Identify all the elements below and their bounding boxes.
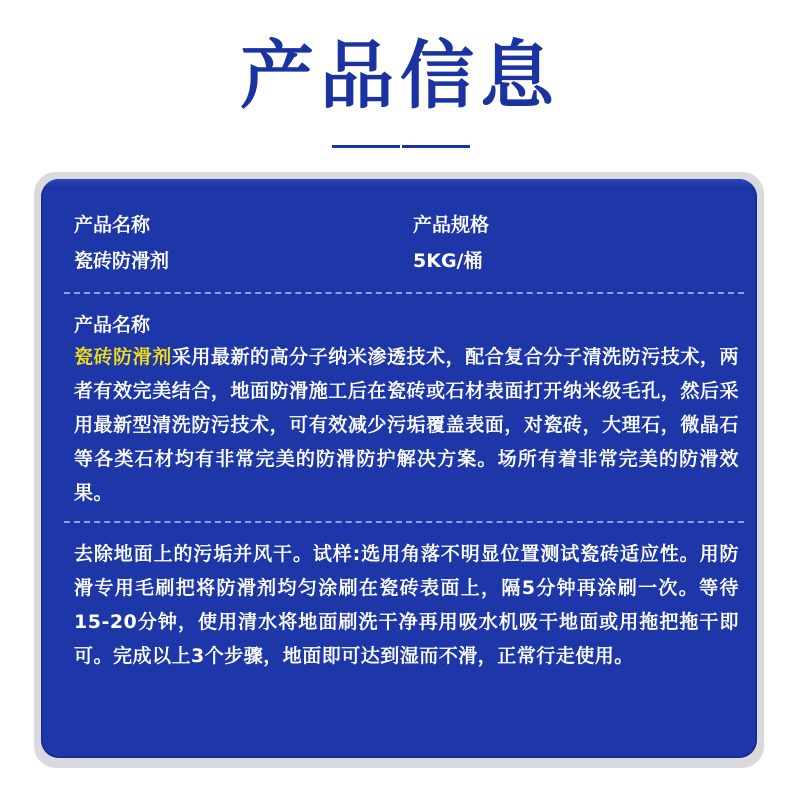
- title-underline-right: [402, 145, 470, 148]
- title-underline-left: [332, 145, 400, 148]
- intro-text: 采用最新的高分子纳米渗透技术，配合复合分子清洗防污技术，两者有效完美结合，地面防滑施工后在瓷砖或石材表面打开纳米级毛孔，然后采用最新型清洗防污技术，可有效减少污垢覆盖表面，对瓷砖，大理石，微晶石等各类石材均有非常完美的防滑防护解决方案。场所有着非常完美的防滑效果。: [74, 346, 739, 504]
- page-title: 产品信息: [240, 33, 560, 119]
- intro-label: 产品名称: [74, 314, 151, 336]
- intro-paragraph: [74, 340, 739, 510]
- product-spec-value: 5KG/桶: [413, 250, 483, 272]
- usage-paragraph: 去除地面上的污垢并风干。试样:选用角落不明显位置测试瓷砖适应性。用防滑专用毛刷把将防滑剂均匀涂刷在瓷砖表面上，隔5分钟再涂刷一次。等待15-20分钟，使用清水将地面刷洗干净再用吸水机吸干地面或用拖把拖干即可。完成以上3个步骤，地面即可达到湿而不滑，正常行走使用。: [74, 543, 739, 667]
- product-highlight: 瓷砖防滑剂: [74, 346, 172, 368]
- product-spec-label: 产品规格: [413, 214, 490, 236]
- divider-2: [64, 521, 744, 523]
- product-name-value: 瓷砖防滑剂: [74, 250, 170, 272]
- info-panel: [41, 179, 757, 758]
- product-name-label: 产品名称: [74, 214, 151, 236]
- divider-1: [64, 292, 744, 294]
